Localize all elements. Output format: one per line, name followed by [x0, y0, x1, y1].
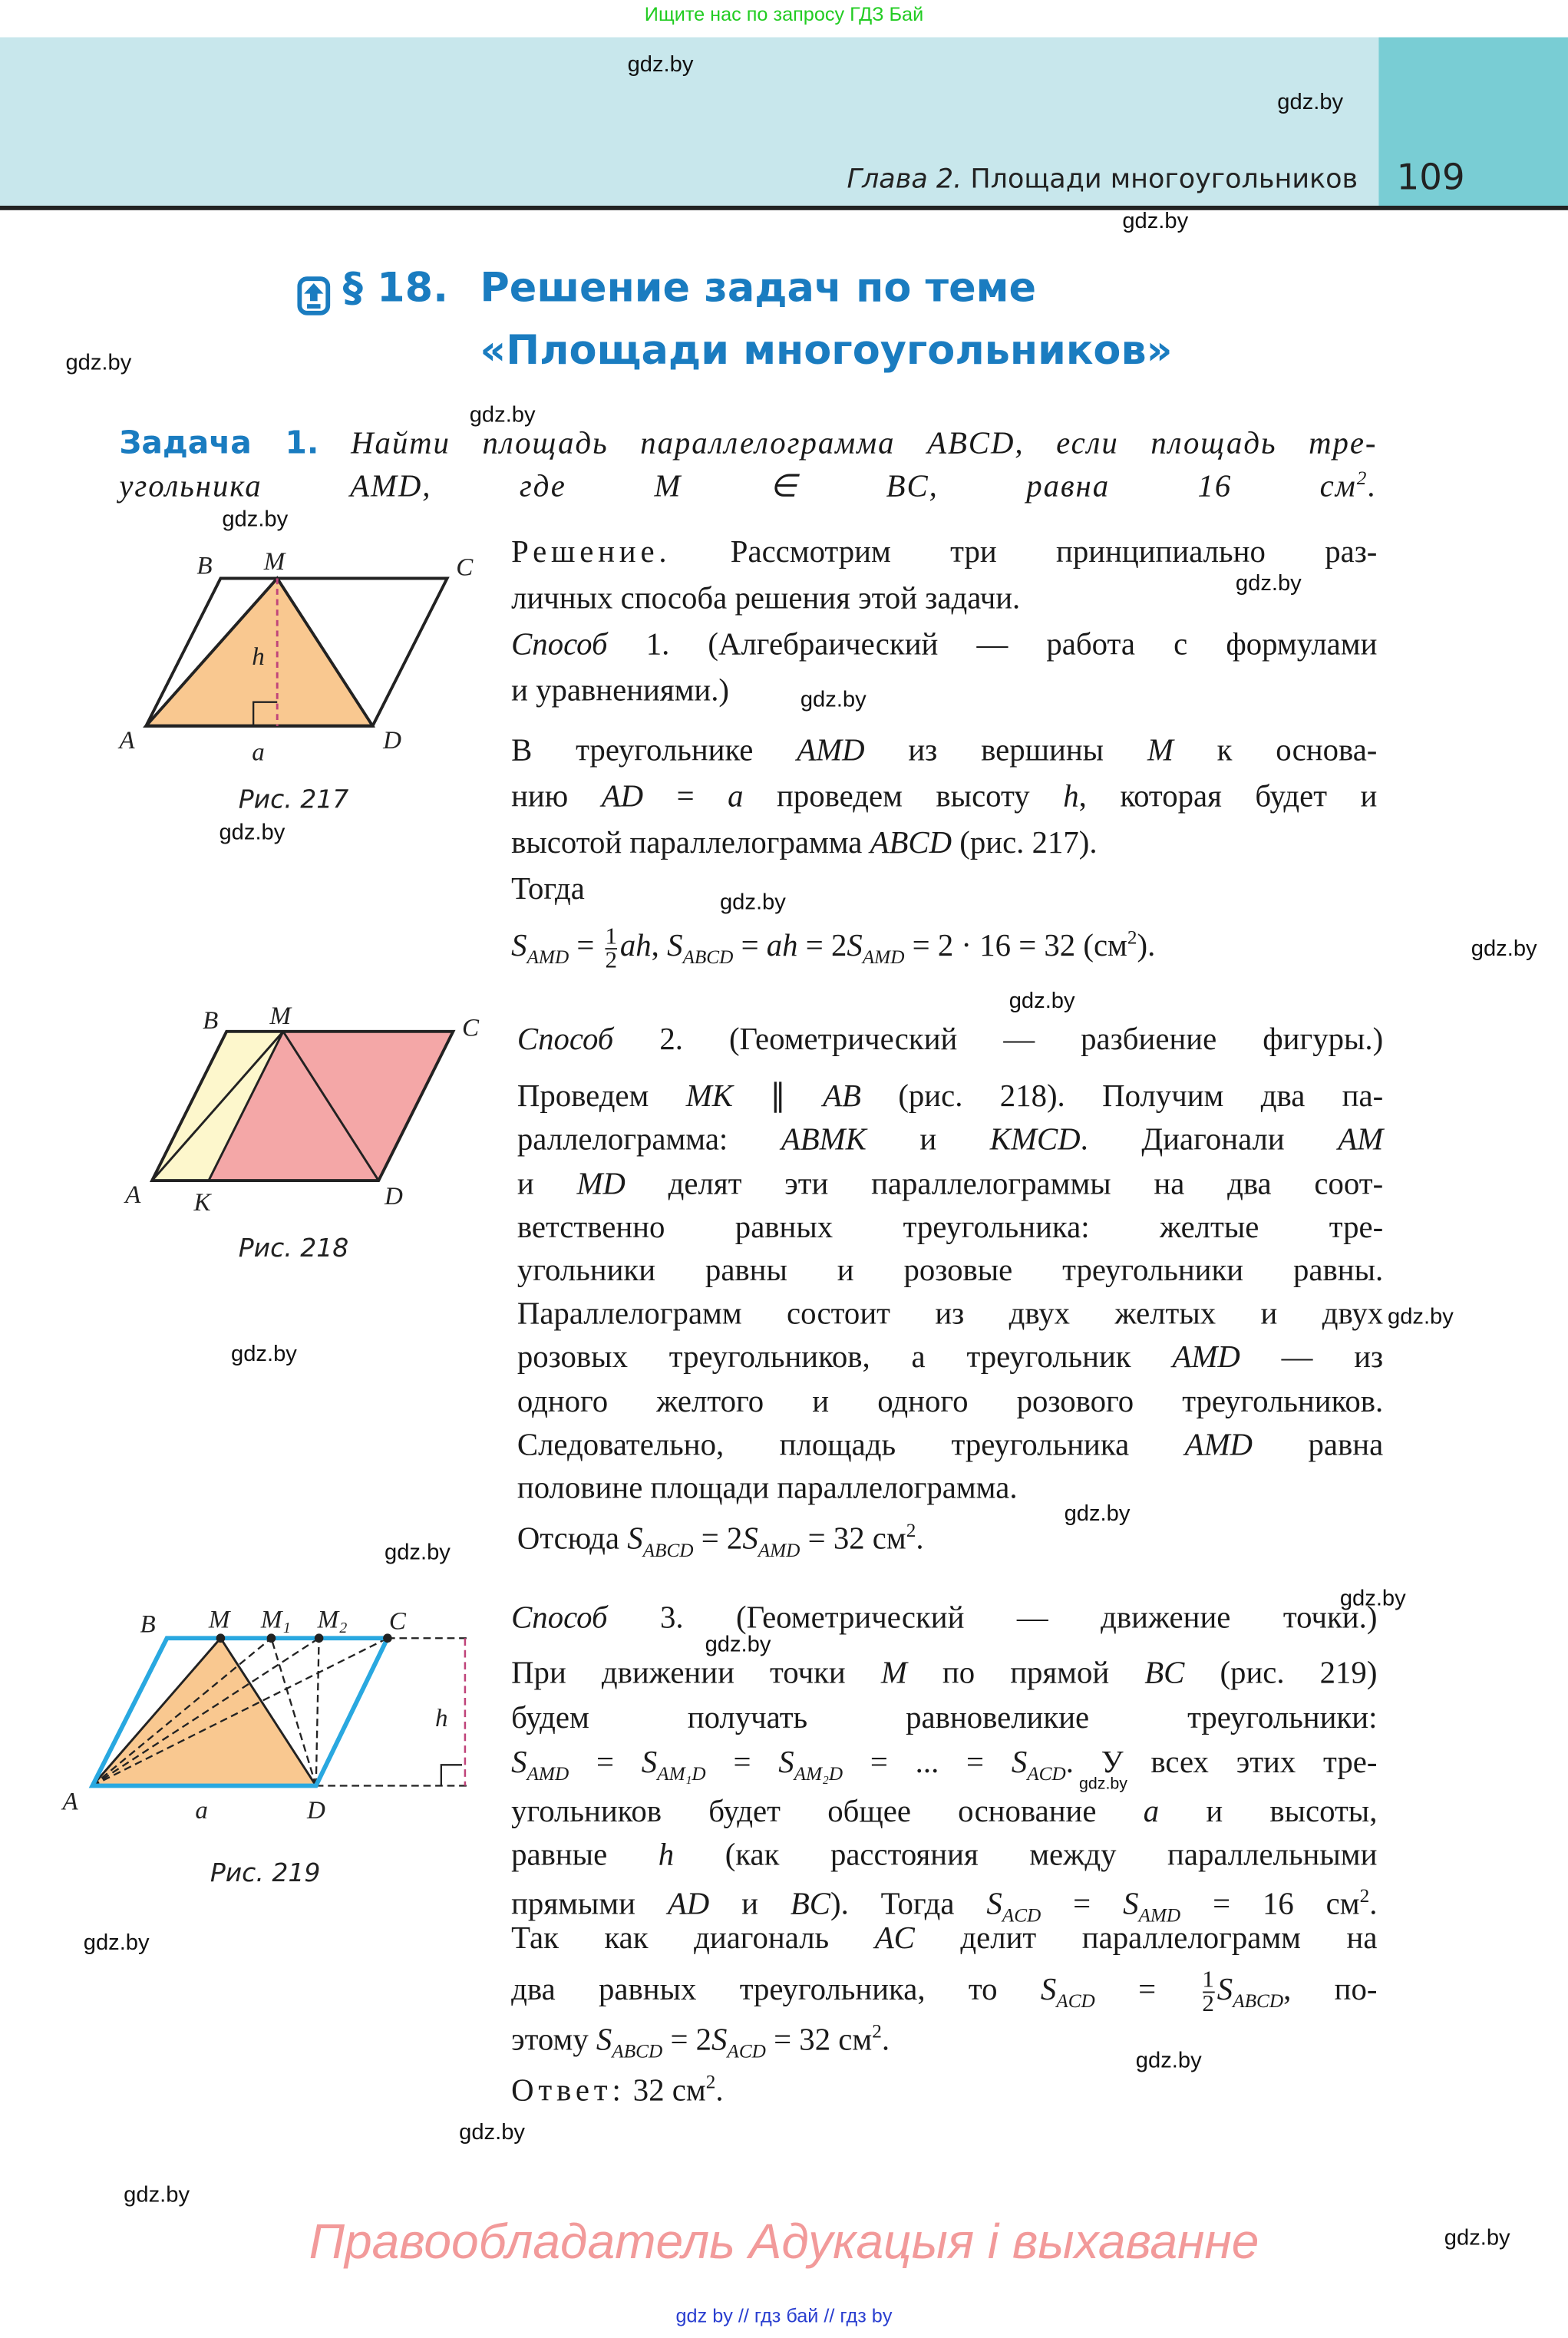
text-line: два равных треугольника, то $S_{ACD}$ = $\frac{1}{2}$ $S_{ABCD}$, по-: [511, 1967, 1378, 2017]
watermark: gdz.by: [800, 687, 867, 713]
page-number: 109: [1396, 156, 1465, 199]
watermark: gdz.by: [124, 2182, 190, 2208]
math-var: M: [880, 1654, 907, 1691]
label-D: D: [385, 1183, 403, 1211]
math-var: Способ: [517, 1021, 614, 1057]
figure-218: [104, 991, 507, 1230]
text-line: угольники равны и розовые треугольники равны.: [517, 1252, 1384, 1288]
chapter-title: Площади многоугольников: [970, 163, 1358, 196]
subscript: AM₁D: [657, 1762, 706, 1785]
math-var: MK: [685, 1078, 733, 1114]
math-var: Способ: [511, 1599, 608, 1636]
math-var: KMCD: [989, 1121, 1081, 1157]
footer-links[interactable]: gdz by // гдз бай // гдз by: [675, 2304, 893, 2327]
math-var: AM: [1338, 1121, 1384, 1157]
math-var: ah: [619, 926, 652, 963]
figure-217: [104, 537, 492, 775]
figure-218-caption: Рис. 218: [238, 1233, 349, 1264]
math-var: AMD: [1184, 1426, 1253, 1463]
math-var: BC: [1144, 1654, 1185, 1691]
math-var: AB: [823, 1078, 861, 1114]
label-M1: M₁: [260, 1606, 291, 1634]
denominator: 2: [605, 947, 618, 973]
subscript: ABCD: [642, 1538, 694, 1561]
superscript: 2: [1356, 466, 1368, 489]
label-B: B: [203, 1006, 219, 1035]
task-label: Задача 1.: [119, 424, 319, 461]
text-line: Задача 1. Найти площадь параллелограмма ABCD, если площадь тре-: [119, 424, 1378, 461]
text-line: Способ 2. (Геометрический — разбиение фигуры.): [517, 1021, 1384, 1057]
superscript: 2: [906, 1518, 916, 1542]
header-rule: [0, 206, 1568, 210]
text-line: $S_{AMD} = S_{AM_1D} = S_{AM_2D}$ = ... = $S_{ACD}$. У всех этих тре-: [511, 1744, 1378, 1785]
math-var: M: [1147, 731, 1174, 768]
text-line: одного желтого и одного розового треугольников.: [517, 1383, 1384, 1419]
text-line: угольника AMD, где M ∈ BC, равна 16 $см^2$.: [119, 466, 1378, 504]
text-line: Решение. Рассмотрим три принципиально раз-: [511, 533, 1378, 570]
spaced-word: Ответ:: [511, 2072, 626, 2108]
subscript: AMD: [527, 1762, 569, 1785]
text-line: личных способа решения этой задачи.: [511, 580, 1021, 616]
copyright-notice: Правообладатель Адукацыя і выхаванне: [309, 2213, 1259, 2269]
top-banner[interactable]: Ищите нас по запросу ГДЗ Бай: [644, 2, 924, 26]
math-var: S: [596, 2021, 612, 2057]
subscript: AM₂D: [794, 1762, 843, 1785]
text-line: угольников будет общее основание a и высоты,: [511, 1793, 1378, 1829]
text-line: и уравнениями.): [511, 672, 730, 708]
math-var: S: [627, 1520, 643, 1557]
math-var: S: [511, 926, 527, 963]
watermark: gdz.by: [1008, 988, 1075, 1014]
text-line: В треугольнике AMD из вершины M к основа-: [511, 731, 1378, 768]
watermark: gdz.by: [627, 51, 694, 78]
math-var: AMD: [797, 731, 865, 768]
math-var: ABMK: [781, 1121, 867, 1157]
watermark: gdz.by: [1064, 1501, 1131, 1527]
label-a: a: [252, 738, 265, 767]
spaced-word: Решение.: [511, 533, 672, 570]
label-C: C: [388, 1607, 406, 1636]
math-var: AD: [601, 778, 644, 814]
text-line: Способ 1. (Алгебраический — работа с формулами: [511, 626, 1378, 662]
label-C: C: [456, 553, 474, 582]
text-line: Тогда: [511, 870, 585, 906]
text-line: прямыми AD и BC). Тогда $S_{ACD} = S_{AMD} = 16$ $см^2$.: [511, 1884, 1378, 1927]
numerator: 1: [605, 923, 618, 949]
watermark: gdz.by: [1135, 2048, 1202, 2074]
text-line: высотой параллелограмма ABCD (рис. 217).: [511, 824, 1098, 860]
text-line: Способ 3. (Геометрический — движение точки.): [511, 1599, 1378, 1636]
math-var: S: [1011, 1744, 1028, 1780]
subscript: ACD: [1002, 1904, 1041, 1927]
subscript: ABCD: [1233, 1989, 1284, 2012]
figure-219: [45, 1595, 492, 1834]
watermark: gdz.by: [385, 1540, 451, 1566]
subscript: AMD: [1138, 1904, 1181, 1927]
text-line: Отсюда $S_{ABCD} = 2S_{AMD} = 32$ $см^2$.: [517, 1518, 924, 1561]
text-line: Ответ: 32 $см^2$.: [511, 2070, 724, 2108]
section-number: § 18.: [342, 265, 449, 312]
math-var: S: [742, 1520, 758, 1557]
text-line: $S_{AMD}$ = $\frac{1}{2}$ ah, $S_{ABCD}$ = ah = $2S_{AMD} = 2 \cdot 16 = 32$ $(см^2)$.: [511, 923, 1156, 973]
numerator: 1: [1202, 1967, 1214, 1993]
math-var: MD: [576, 1165, 626, 1202]
superscript: 2: [872, 2019, 882, 2042]
text-line: раллелограмма: ABMK и KMCD. Диагонали AM: [517, 1121, 1384, 1157]
watermark: gdz.by: [219, 820, 286, 846]
watermark: gdz.by: [1235, 570, 1302, 596]
watermark: gdz.by: [1388, 1304, 1454, 1330]
text-line: половине площади параллелограмма.: [517, 1469, 1018, 1506]
chapter-label: Глава 2.: [847, 163, 962, 196]
label-M2: M₂: [317, 1606, 348, 1634]
math-var: a: [1143, 1793, 1160, 1829]
figure-219-caption: Рис. 219: [210, 1858, 321, 1889]
math-var: S: [511, 1744, 527, 1780]
text-line: Так как диагональ AC делит параллелограмм на: [511, 1920, 1378, 1956]
label-B: B: [196, 552, 213, 580]
label-A: A: [125, 1181, 141, 1210]
fraction: [605, 925, 617, 971]
math-var: S: [641, 1744, 658, 1780]
label-C: C: [462, 1014, 480, 1042]
subscript: ACD: [727, 2039, 766, 2062]
watermark: gdz.by: [1444, 2225, 1510, 2251]
math-var: S: [667, 926, 683, 963]
math-var: S: [778, 1744, 794, 1780]
label-M: M: [208, 1606, 230, 1634]
watermark: gdz.by: [1339, 1586, 1406, 1612]
home-task-icon: [296, 276, 332, 317]
math-var: AD: [667, 1885, 710, 1922]
superscript: 2: [705, 2070, 716, 2093]
math-var: Способ: [511, 626, 608, 662]
watermark: gdz.by: [1471, 936, 1537, 962]
watermark: gdz.by: [65, 350, 132, 376]
math-var: ah: [766, 926, 798, 963]
label-h: h: [252, 643, 265, 672]
label-D: D: [307, 1797, 325, 1825]
label-a: a: [195, 1797, 208, 1825]
math-var: S: [1216, 1970, 1233, 2007]
math-var: h: [658, 1836, 675, 1873]
fraction: [1202, 1969, 1214, 2015]
watermark: gdz.by: [469, 402, 536, 428]
subscript: AMD: [527, 945, 569, 968]
watermark: gdz.by: [1122, 208, 1189, 234]
math-var: S: [711, 2021, 728, 2057]
subscript: ABCD: [682, 945, 734, 968]
text-line: розовых треугольников, а треугольник AMD — из: [517, 1338, 1384, 1375]
text-line: равные h (как расстояния между параллельными: [511, 1836, 1378, 1873]
chapter-heading: [847, 164, 1358, 196]
math-var: S: [986, 1885, 1002, 1922]
text-line: Следовательно, площадь треугольника AMD равна: [517, 1426, 1384, 1463]
math-var: S: [1123, 1885, 1139, 1922]
math-var: AC: [874, 1920, 915, 1956]
superscript: 2: [1359, 1884, 1370, 1907]
section-title-line1: Решение задач по теме: [480, 265, 1037, 312]
label-B: B: [140, 1610, 156, 1639]
watermark: gdz.by: [705, 1632, 771, 1658]
denominator: 2: [1202, 1991, 1214, 2017]
label-M: M: [263, 547, 286, 576]
subscript: AMD: [862, 945, 905, 968]
label-K: K: [193, 1188, 211, 1217]
text-line: При движении точки M по прямой BC (рис. 219): [511, 1654, 1378, 1691]
subscript: ACD: [1027, 1762, 1066, 1785]
text-line: Проведем MK ∥ AB (рис. 218). Получим два па-: [517, 1078, 1384, 1114]
text-line: нию AD = a проведем высоту h, которая будет и: [511, 778, 1378, 814]
label-A: A: [119, 726, 135, 755]
subscript: ABCD: [612, 2039, 663, 2062]
text-line: ветственно равных треугольника: желтые тре-: [517, 1208, 1384, 1245]
figure-217-caption: Рис. 217: [238, 785, 349, 816]
watermark: gdz.by: [719, 890, 786, 916]
math-var: S: [1040, 1970, 1057, 2007]
math-var: BC: [790, 1885, 830, 1922]
section-title-line2: «Площади многоугольников»: [480, 328, 1173, 375]
math-var: a: [728, 778, 744, 814]
watermark: gdz.by: [1079, 1775, 1127, 1794]
watermark: gdz.by: [83, 1930, 150, 1956]
label-h: h: [435, 1704, 448, 1732]
superscript: 2: [1127, 925, 1137, 949]
subscript: AMD: [758, 1538, 801, 1561]
watermark: gdz.by: [231, 1341, 297, 1367]
subscript: ACD: [1056, 1989, 1095, 2012]
text-line: и MD делят эти параллелограммы на два соот-: [517, 1165, 1384, 1202]
math-var: h: [1063, 778, 1079, 814]
watermark: gdz.by: [459, 2119, 525, 2145]
watermark: gdz.by: [222, 507, 289, 533]
text-line: этому $S_{ABCD} = 2S_{ACD} = 32$ $см^2$.: [511, 2019, 890, 2062]
watermark: gdz.by: [1277, 89, 1344, 115]
label-D: D: [383, 726, 401, 755]
text-line: Параллелограмм состоит из двух желтых и двух: [517, 1295, 1384, 1332]
math-var: ABCD: [870, 824, 952, 860]
text-line: будем получать равновеликие треугольники:: [511, 1699, 1378, 1735]
label-A: A: [62, 1788, 78, 1816]
math-var: S: [847, 926, 863, 963]
math-var: AMD: [1172, 1338, 1240, 1375]
label-M: M: [269, 1002, 292, 1031]
